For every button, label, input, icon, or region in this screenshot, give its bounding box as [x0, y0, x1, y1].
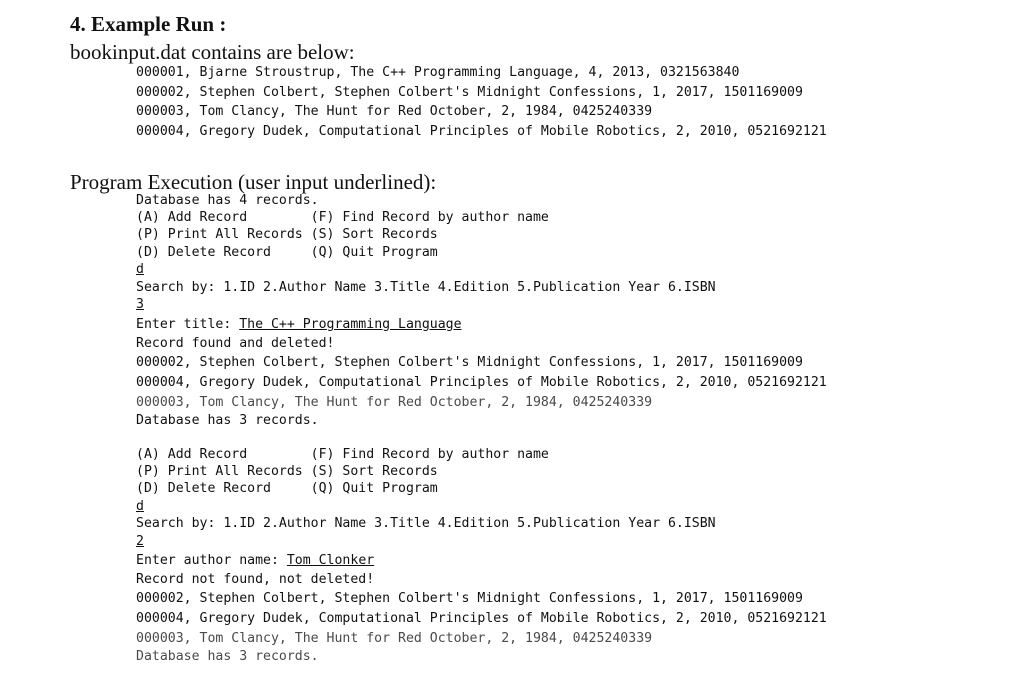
menu-line: (D) Delete Record (Q) Quit Program: [136, 481, 438, 496]
db-count: Database has 3 records.: [136, 413, 319, 428]
db-count: Database has 4 records.: [136, 193, 319, 208]
file-intro: bookinput.dat contains are below:: [70, 40, 355, 64]
enter-line: [136, 318, 462, 331]
record-line: 000002, Stephen Colbert, Stephen Colbert's Midnight Confessions, 1, 2017, 1501169009: [136, 355, 803, 370]
user-input-search: 2: [136, 534, 144, 549]
user-input-choice: d: [136, 262, 144, 277]
user-input-search: 3: [136, 297, 144, 312]
menu-line: (A) Add Record (F) Find Record by author name: [136, 447, 549, 462]
file-line: 000001, Bjarne Stroustrup, The C++ Programming Language, 4, 2013, 0321563840: [136, 65, 740, 80]
menu-line: (D) Delete Record (Q) Quit Program: [136, 245, 438, 260]
record-line: 000003, Tom Clancy, The Hunt for Red October, 2, 1984, 0425240339: [136, 395, 653, 410]
result-message: Record not found, not deleted!: [136, 572, 375, 587]
record-line: 000002, Stephen Colbert, Stephen Colbert's Midnight Confessions, 1, 2017, 1501169009: [136, 591, 803, 606]
file-line: 000002, Stephen Colbert, Stephen Colbert's Midnight Confessions, 1, 2017, 1501169009: [136, 85, 803, 100]
section-heading: 4. Example Run :: [70, 12, 227, 36]
user-input-choice: d: [136, 499, 144, 514]
enter-line: [136, 554, 374, 567]
file-line: 000004, Gregory Dudek, Computational Principles of Mobile Robotics, 2, 2010, 0521692121: [136, 124, 827, 139]
menu-line: (A) Add Record (F) Find Record by author name: [136, 210, 549, 225]
enter-label: Enter author name:: [136, 553, 287, 568]
record-line: 000004, Gregory Dudek, Computational Principles of Mobile Robotics, 2, 2010, 0521692121: [136, 611, 827, 626]
user-input-value: The C++ Programming Language: [239, 317, 462, 332]
record-line: 000004, Gregory Dudek, Computational Principles of Mobile Robotics, 2, 2010, 0521692121: [136, 375, 827, 390]
menu-line: (P) Print All Records (S) Sort Records: [136, 227, 438, 242]
search-prompt: Search by: 1.ID 2.Author Name 3.Title 4.Edition 5.Publication Year 6.ISBN: [136, 516, 716, 531]
user-input-value: Tom Clonker: [286, 553, 375, 568]
menu-line: (P) Print All Records (S) Sort Records: [136, 464, 438, 479]
search-prompt: Search by: 1.ID 2.Author Name 3.Title 4.Edition 5.Publication Year 6.ISBN: [136, 280, 716, 295]
result-message: Record found and deleted!: [136, 336, 335, 351]
db-count: Database has 3 records.: [136, 649, 319, 664]
record-line: 000003, Tom Clancy, The Hunt for Red October, 2, 1984, 0425240339: [136, 631, 653, 646]
exec-intro: Program Execution (user input underlined):: [70, 170, 437, 194]
enter-label: Enter title:: [136, 317, 240, 332]
file-line: 000003, Tom Clancy, The Hunt for Red October, 2, 1984, 0425240339: [136, 104, 653, 119]
